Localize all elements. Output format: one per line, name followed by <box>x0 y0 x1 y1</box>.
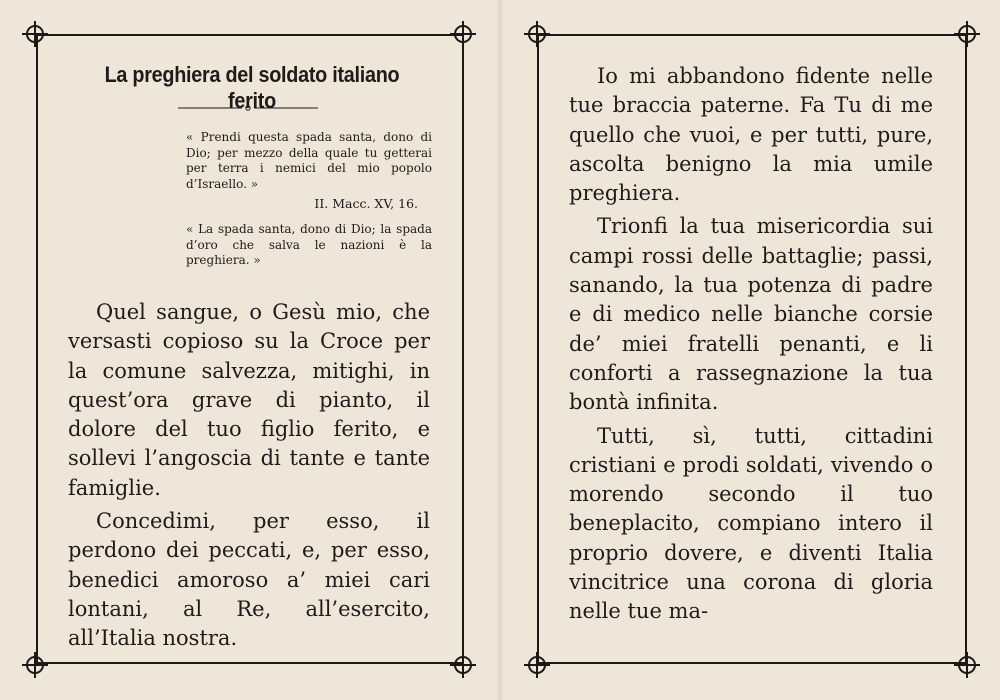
left-page <box>36 34 464 664</box>
prayer-paragraph: Tutti, sì, tutti, cittadini cristiani e prodi soldati, vivendo o morendo secondo il tuo beneplacito, compiano intero il proprio dovere, e diventi Italia vincitrice una corona di gloria nelle tue ma- <box>569 423 933 624</box>
title-ornament-rule <box>178 104 318 112</box>
prayer-paragraph: Trionfi la tua misericordia sui campi rossi delle battaglie; passi, sanando, la tua potenza di padre e di medico nelle bianche corsie de’ miei fratelli penanti, e li conforti a rassegnazione la tua bontà infinita. <box>569 214 933 415</box>
epigraph-reference: II. Macc. XV, 16. <box>314 196 418 211</box>
corner-cross-icon <box>450 652 476 678</box>
prayer-paragraph: Io mi abbandono fidente nelle tue braccia paterne. Fa Tu di me quello che vuoi, e per tutti, pure, ascolta benigno la mia umile preghiera. <box>569 64 933 206</box>
corner-cross-icon <box>524 21 550 47</box>
paper-fold <box>496 0 504 700</box>
right-prayer-body <box>569 62 933 627</box>
corner-cross-icon <box>22 21 48 47</box>
prayer-paragraph: Quel sangue, o Gesù mio, che versasti copioso su la Croce per la comune salvezza, mitighi, in quest’ora grave di pianto, il dolore del tuo figlio ferito, e sollevi l’angoscia di tante e tante famiglie. <box>68 300 430 500</box>
corner-cross-icon <box>524 652 550 678</box>
corner-cross-icon <box>22 652 48 678</box>
page-title: La preghiera del soldato italiano ferito <box>104 62 400 113</box>
left-prayer-body <box>68 298 430 654</box>
prayer-paragraph: Concedimi, per esso, il perdono dei peccati, e, per esso, benedici amoroso a’ miei cari lontani, al Re, all’esercito, all’Italia nostra. <box>68 509 430 651</box>
corner-cross-icon <box>954 21 980 47</box>
epigraph-quote-2: « La spada santa, dono di Dio; la spada d’oro che salva le nazioni è la preghiera. » <box>186 222 432 267</box>
corner-cross-icon <box>954 652 980 678</box>
right-page <box>537 34 967 664</box>
epigraph-quote-1: « Prendi questa spada santa, dono di Dio; per mezzo della quale tu getterai per terra i nemici del mio popolo d’Israello. » <box>186 130 432 191</box>
corner-cross-icon <box>450 21 476 47</box>
